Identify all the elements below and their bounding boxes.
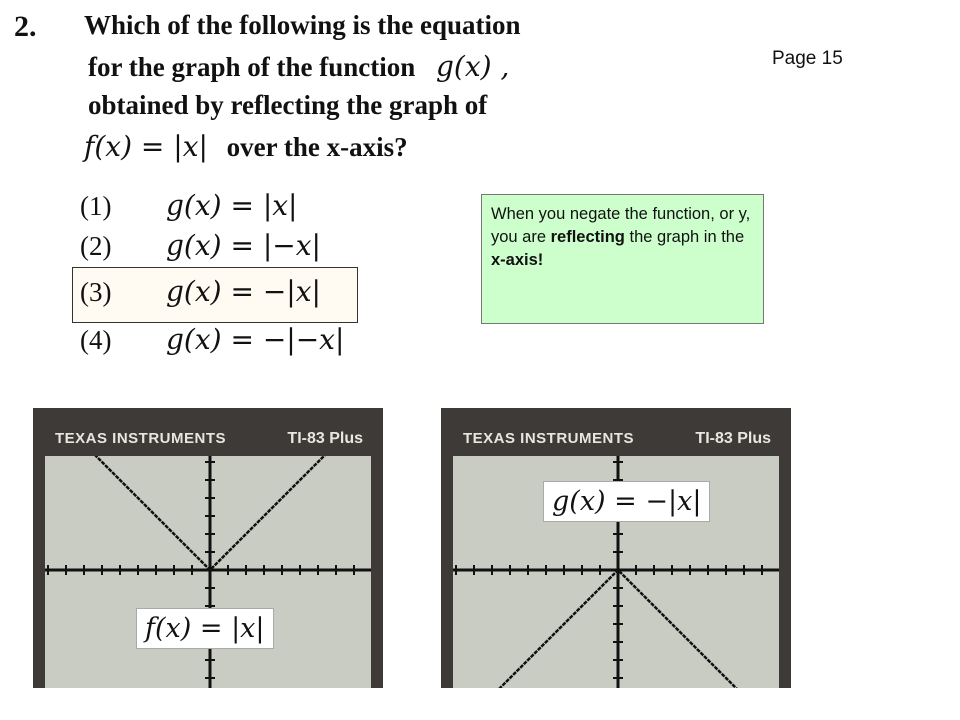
choice-1-label: (1) [80, 191, 112, 221]
choice-4-label: (4) [80, 325, 112, 355]
question-line-3: obtained by reflecting the graph of [88, 90, 488, 120]
note-bold-x-axis: x-axis! [491, 251, 544, 269]
label-g-of-x: g(x) = −|x| [543, 481, 710, 522]
question-line-4-text: over the x-axis? [226, 132, 408, 162]
function-f-definition: f(x) = |x| [84, 130, 208, 163]
label-f-of-x: f(x) = |x| [136, 608, 274, 649]
calculator-screen-g [441, 408, 791, 688]
choice-2-equation: g(x) = |−x| [166, 229, 321, 262]
choice-2 [80, 231, 340, 267]
choice-1 [80, 191, 340, 227]
choice-3-label: (3) [80, 277, 112, 307]
question-line-1: Which of the following is the equation [84, 10, 521, 40]
question-number: 2. [14, 10, 37, 43]
question-line-4 [84, 130, 408, 163]
calculator-brand: TEXAS INSTRUMENTS [463, 430, 635, 447]
calculator-brand: TEXAS INSTRUMENTS [55, 430, 227, 447]
choice-4 [80, 323, 345, 361]
page-number: Page 15 [772, 48, 843, 69]
choice-1-equation: g(x) = |x| [166, 189, 298, 222]
function-g-name: g(x) , [436, 50, 510, 83]
choice-4-equation: g(x) = −|−x| [166, 323, 345, 356]
note-text-1: When you negate the function, or y, you are [491, 205, 751, 246]
choice-3-equation: g(x) = −|x| [166, 275, 321, 308]
question-line-2-text: for the graph of the function [88, 52, 416, 82]
graph-screen-f [45, 456, 371, 688]
question-line-2 [88, 50, 509, 83]
graph-abs-x [45, 456, 371, 688]
explanation-note [481, 194, 764, 324]
note-bold-reflecting: reflecting [550, 228, 625, 246]
note-text-2: the graph in the [624, 228, 745, 246]
choice-3 [80, 277, 340, 313]
choice-2-label: (2) [80, 231, 112, 261]
calculator-model: TI-83 Plus [695, 430, 771, 447]
calculator-model: TI-83 Plus [287, 430, 363, 447]
